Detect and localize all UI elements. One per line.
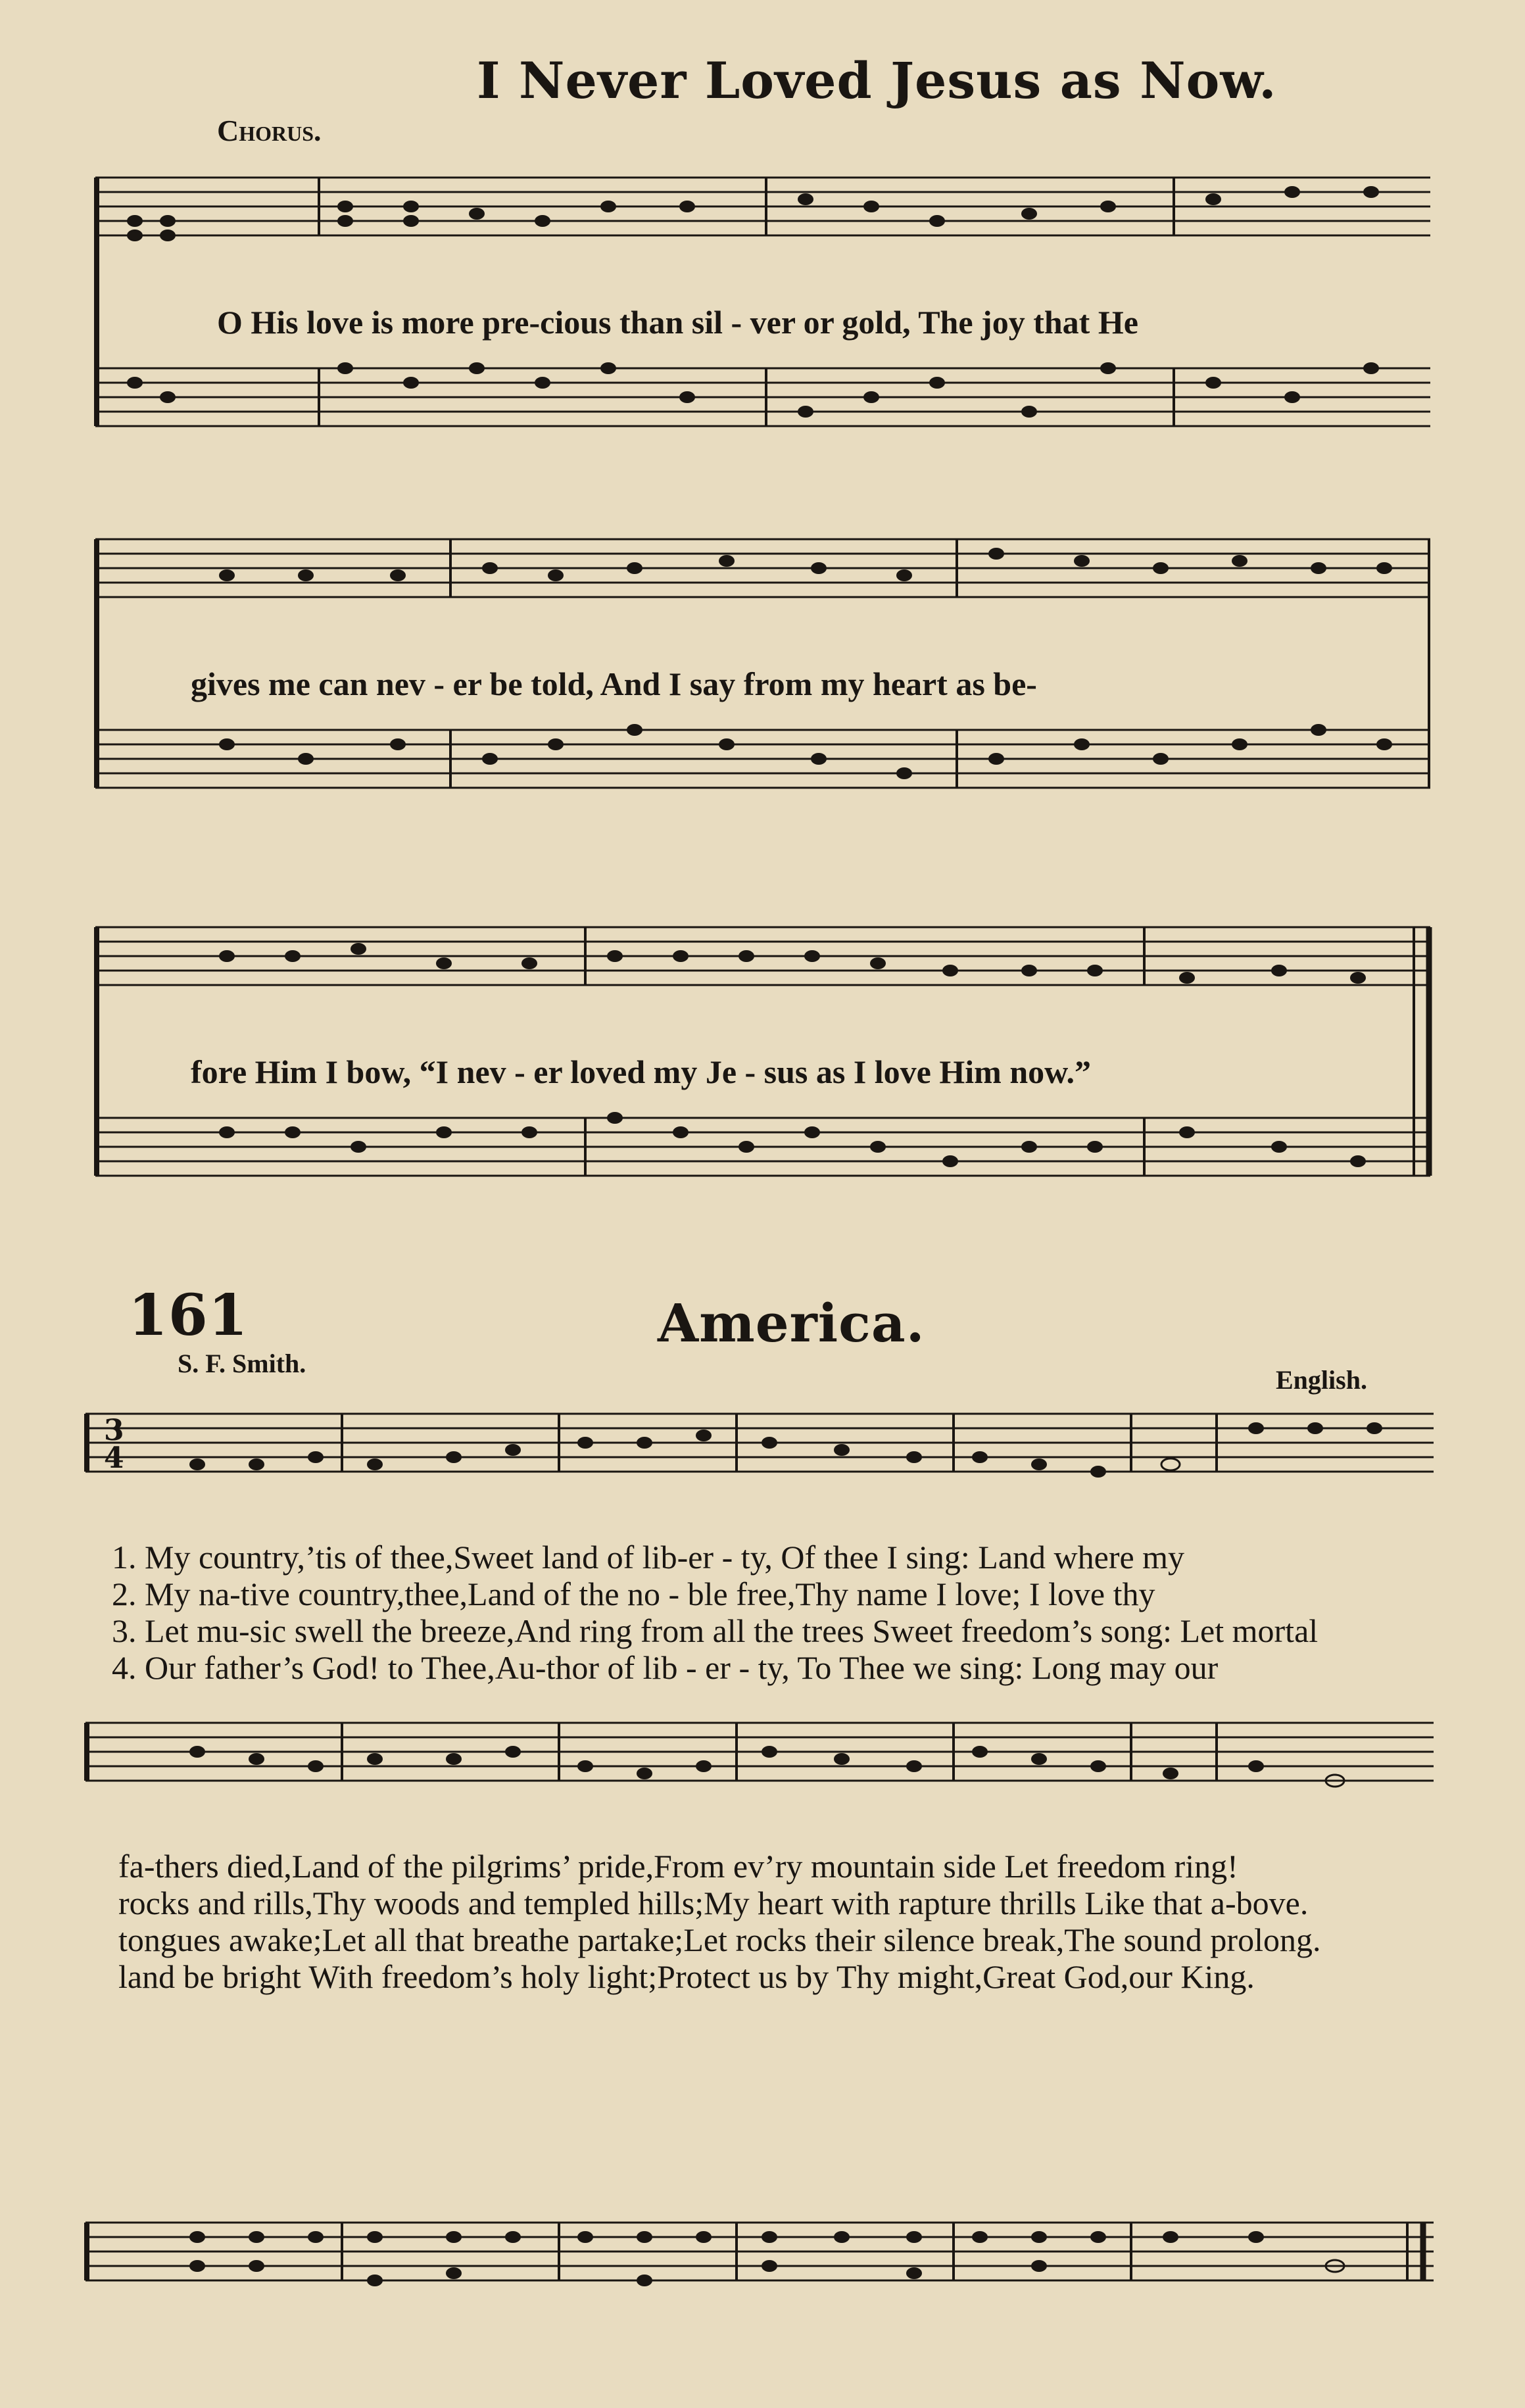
- svg-text:4: 4: [104, 1441, 124, 1475]
- verses-block-2: [118, 1848, 1320, 1995]
- tune-credit: English.: [1276, 1365, 1367, 1395]
- barlines: [97, 178, 1174, 426]
- staff-treble: [95, 178, 1430, 235]
- verses-block-1: [112, 1539, 1318, 1686]
- hymn1-lyric-line-2: gives me can nev - er be told, And I say from my heart as be-: [191, 665, 1037, 702]
- verse-line: 3. Let mu-sic swell the breeze,And ring from all the trees Sweet freedom’s song: Let mortal: [112, 1612, 1319, 1649]
- hymn1-lyric-line-3: fore Him I bow, “I nev - er loved my Je - sus as I love Him now.”: [191, 1053, 1091, 1090]
- verse-line: fa-thers died,Land of the pilgrims’ pride,From ev’ry mountain side Let freedom ring!: [118, 1848, 1238, 1885]
- music-system: [85, 1703, 1440, 1835]
- verse-line: 4. Our father’s God! to Thee,Au-thor of lib - er - ty, To Thee we sing: Long may our: [112, 1649, 1219, 1686]
- staff-bass: [95, 368, 1430, 426]
- verse-line: 1. My country,’tis of thee,Sweet land of lib-er - ty, Of thee I sing: Land where my: [112, 1539, 1185, 1576]
- hymn-number: 161: [128, 1282, 249, 1349]
- music-system: [85, 2196, 1440, 2354]
- hymn-title: I Never Loved Jesus as Now.: [477, 51, 1277, 110]
- verse-line: rocks and rills,Thy woods and templed hills;My heart with rapture thrills Like that a-bove.: [118, 1885, 1309, 1921]
- hymn-title: America.: [658, 1292, 925, 1354]
- verse-line: land be bright With freedom’s holy light;Protect us by Thy might,Great God,our King.: [118, 1958, 1255, 1995]
- chorus-label: Chorus.: [217, 114, 322, 147]
- verse-line: tongues awake;Let all that breathe partake;Let rocks their silence break,The sound prolong.: [118, 1921, 1321, 1958]
- verse-line: 2. My na-tive country,thee,Land of the no - ble free,Thy name I love; I love thy: [112, 1576, 1155, 1612]
- music-system: [85, 1394, 1440, 1526]
- author-credit: S. F. Smith.: [178, 1349, 306, 1378]
- time-signature: 3: [104, 1414, 124, 1447]
- hymn1-lyric-line-1: O His love is more pre-cious than sil - ver or gold, The joy that He: [217, 304, 1138, 341]
